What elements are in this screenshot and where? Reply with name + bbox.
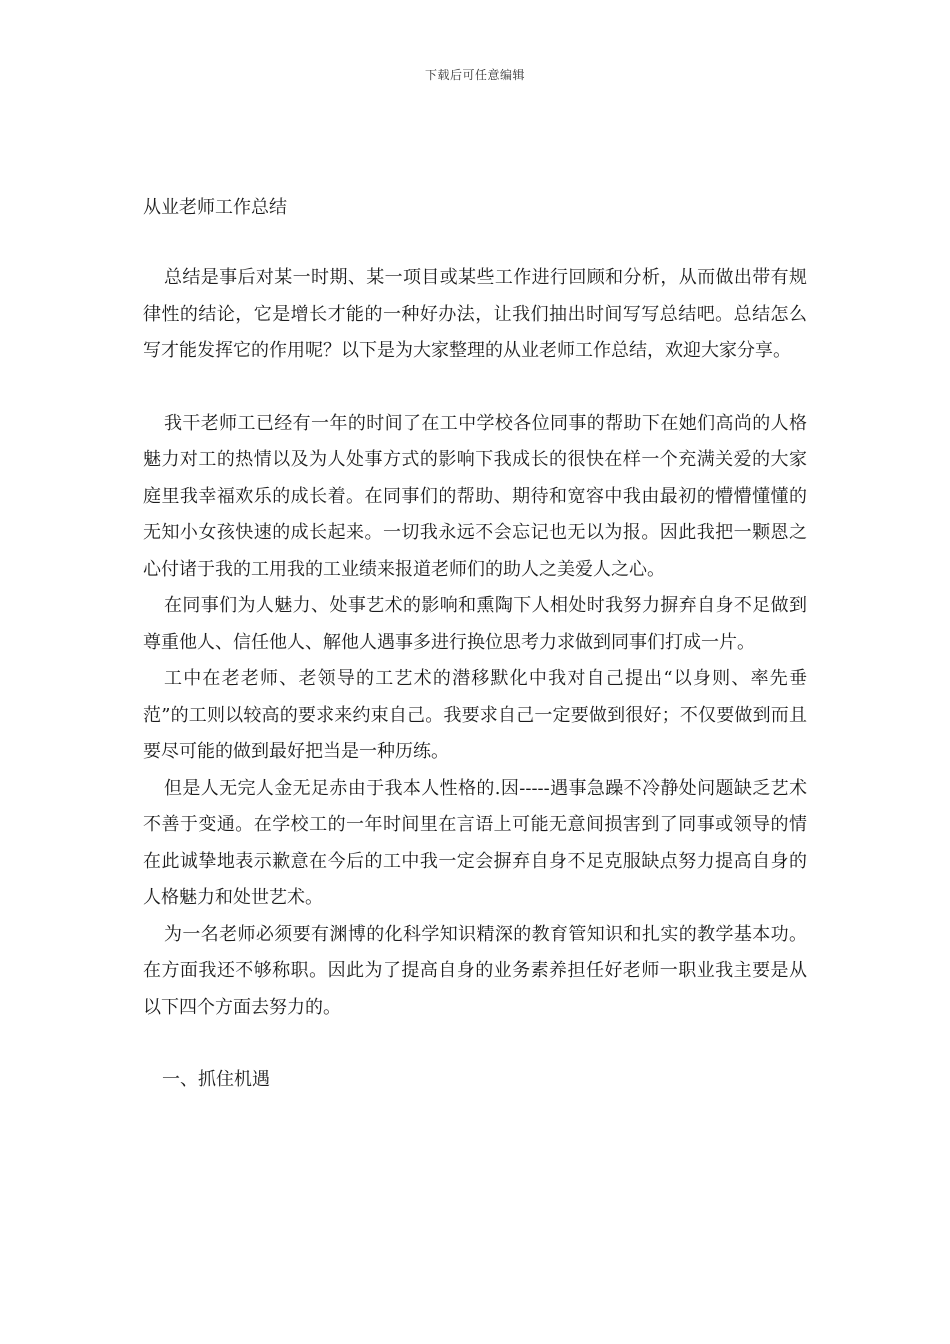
body-paragraph: 在同事们为人魅力、处事艺术的影响和熏陶下人相处时我努力摒弃自身不足做到尊重他人、信任他人、解他人遇事多进行换位思考力求做到同事们打成一片。	[143, 595, 807, 653]
spacer	[143, 1026, 807, 1062]
section-heading: 一、抓住机遇	[162, 1069, 270, 1090]
body-paragraph: 工中在老老师、老领导的工艺术的潜移默化中我对自己提出“以身则、率先垂范”的工则以较高的要求来约束自己。我要求自己一定要做到很好；不仅要做到而且要尽可能的做到最好把当是一种历练。	[143, 668, 807, 762]
page-header-note: 下载后可任意编辑	[424, 68, 525, 82]
intro-paragraph: 总结是事后对某一时期、某一项目或某些工作进行回顾和分析，从而做出带有规律性的结论，它是增长才能的一种好办法，让我们抽出时间写写总结吧。总结怎么写才能发挥它的作用呢？以下是为大家整理的从业老师工作总结，欢迎大家分享。	[143, 267, 807, 361]
spacer	[143, 370, 807, 406]
body-paragraph: 但是人无完人金无足赤由于我本人性格的.因-----遇事急躁不冷静处问题缺乏艺术不善于变通。在学校工的一年时间里在言语上可能无意间损害到了同事或领导的情在此诚挚地表示歉意在今后的工中我一定会摒弃自身不足克服缺点努力提高自身的人格魅力和处世艺术。	[143, 777, 807, 908]
spacer	[143, 226, 807, 260]
body-paragraph: 为一名老师必须要有渊博的化科学知识精深的教育管知识和扎实的教学基本功。在方面我还不够称职。因此为了提高自身的业务素养担任好老师一职业我主要是从以下四个方面去努力的。	[143, 923, 807, 1018]
document-title: 从业老师工作总结	[143, 197, 287, 218]
document-body	[143, 190, 807, 1098]
body-paragraph: 我干老师工已经有一年的时间了在工中学校各位同事的帮助下在她们高尚的人格魅力对工的热情以及为人处事方式的影响下我成长的很快在样一个充满关爱的大家庭里我幸福欢乐的成长着。在同事们的帮助、期待和宽容中我由最初的懵懵懂懂的无知小女孩快速的成长起来。一切我永远不会忘记也无以为报。因此我把一颗恩之心付诸于我的工用我的工业绩来报道老师们的助人之美爱人之心。	[143, 412, 807, 580]
